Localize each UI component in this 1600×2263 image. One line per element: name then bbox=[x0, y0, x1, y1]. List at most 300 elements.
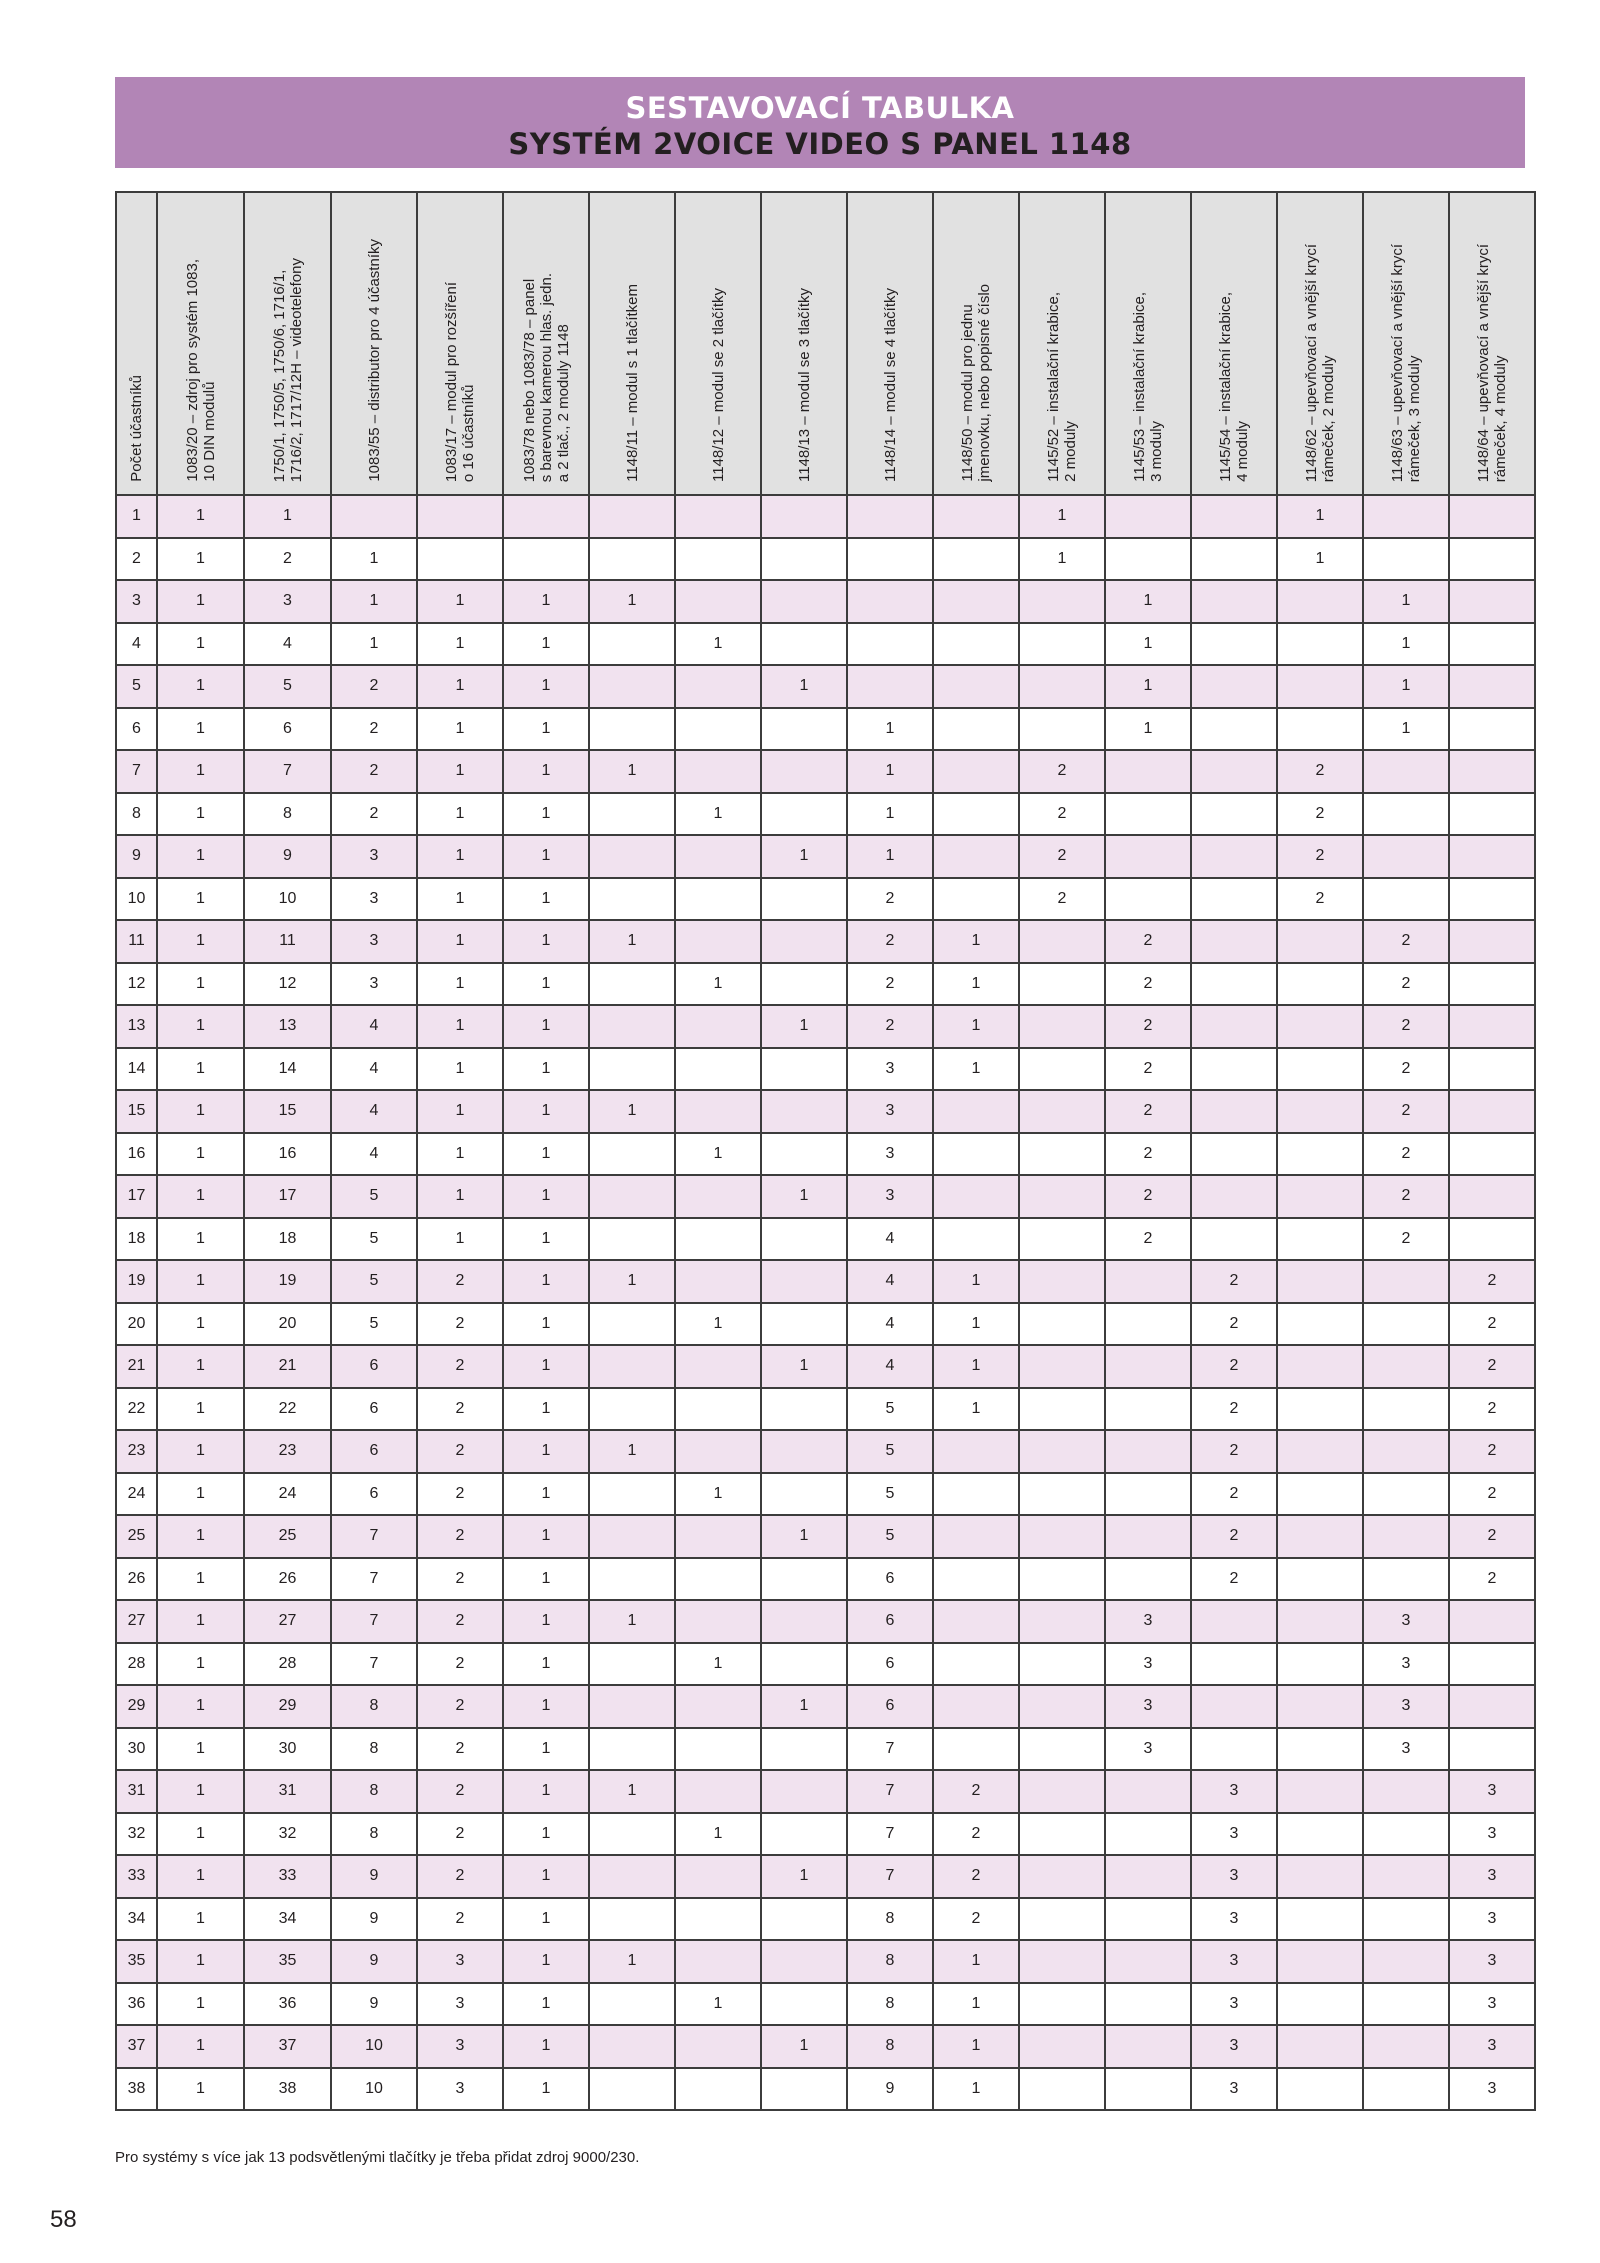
table-cell bbox=[1105, 2025, 1191, 2068]
table-cell bbox=[1277, 1175, 1363, 1218]
table-cell: 7 bbox=[847, 1770, 933, 1813]
table-cell bbox=[1105, 1813, 1191, 1856]
table-cell: 28 bbox=[244, 1643, 331, 1686]
table-cell: 1 bbox=[417, 1133, 503, 1176]
table-cell bbox=[1191, 1175, 1277, 1218]
table-cell bbox=[1277, 1473, 1363, 1516]
table-cell: 2 bbox=[1363, 1090, 1449, 1133]
table-cell: 33 bbox=[244, 1855, 331, 1898]
table-cell: 4 bbox=[331, 1090, 417, 1133]
column-header bbox=[761, 192, 847, 495]
column-header-label: 1750/1, 1750/5, 1750/6, 1716/1, 1716/2, 1717/12H – videotelefony bbox=[270, 257, 305, 482]
column-header bbox=[1105, 192, 1191, 495]
table-cell: 1 bbox=[157, 1983, 244, 2026]
table-cell: 1 bbox=[675, 1303, 761, 1346]
table-cell: 9 bbox=[116, 835, 157, 878]
table-cell bbox=[1277, 1898, 1363, 1941]
table-cell: 1 bbox=[417, 623, 503, 666]
table-cell bbox=[1105, 835, 1191, 878]
table-cell bbox=[1019, 1303, 1105, 1346]
table-cell: 1 bbox=[157, 1515, 244, 1558]
table-cell: 1 bbox=[157, 1643, 244, 1686]
table-cell bbox=[1449, 920, 1535, 963]
table-cell: 2 bbox=[1191, 1303, 1277, 1346]
table-cell bbox=[589, 708, 675, 751]
table-cell: 2 bbox=[417, 1345, 503, 1388]
table-cell: 3 bbox=[417, 2025, 503, 2068]
table-cell bbox=[933, 750, 1019, 793]
table-cell: 2 bbox=[1191, 1260, 1277, 1303]
table-cell bbox=[675, 835, 761, 878]
table-cell: 2 bbox=[1449, 1430, 1535, 1473]
table-cell: 2 bbox=[1363, 1048, 1449, 1091]
table-cell: 4 bbox=[847, 1345, 933, 1388]
table-cell bbox=[1277, 1345, 1363, 1388]
table-cell: 37 bbox=[116, 2025, 157, 2068]
column-header bbox=[1363, 192, 1449, 495]
table-cell bbox=[761, 1770, 847, 1813]
table-cell bbox=[1019, 1728, 1105, 1771]
table-cell bbox=[675, 1855, 761, 1898]
table-cell bbox=[933, 1473, 1019, 1516]
table-cell bbox=[1019, 920, 1105, 963]
table-cell bbox=[1191, 1728, 1277, 1771]
table-cell bbox=[675, 1770, 761, 1813]
table-cell bbox=[1449, 1643, 1535, 1686]
table-cell bbox=[675, 1048, 761, 1091]
table-cell bbox=[1191, 793, 1277, 836]
table-cell bbox=[675, 1005, 761, 1048]
table-cell bbox=[1277, 580, 1363, 623]
table-cell: 2 bbox=[1363, 1218, 1449, 1261]
table-row bbox=[116, 1898, 1535, 1941]
table-row bbox=[116, 1430, 1535, 1473]
table-cell bbox=[589, 1388, 675, 1431]
table-cell: 1 bbox=[157, 1388, 244, 1431]
table-cell bbox=[589, 2068, 675, 2111]
column-header bbox=[244, 192, 331, 495]
table-cell bbox=[675, 2025, 761, 2068]
table-cell: 1 bbox=[761, 665, 847, 708]
table-cell: 3 bbox=[244, 580, 331, 623]
table-cell bbox=[1019, 1430, 1105, 1473]
table-cell: 2 bbox=[417, 1685, 503, 1728]
table-cell: 1 bbox=[157, 750, 244, 793]
table-cell: 6 bbox=[244, 708, 331, 751]
table-cell bbox=[1019, 1940, 1105, 1983]
table-cell: 1 bbox=[503, 1175, 589, 1218]
table-cell: 3 bbox=[1449, 1940, 1535, 1983]
table-cell: 3 bbox=[1105, 1600, 1191, 1643]
table-cell bbox=[1191, 1090, 1277, 1133]
table-cell bbox=[1277, 708, 1363, 751]
table-cell: 2 bbox=[417, 1515, 503, 1558]
table-cell: 13 bbox=[116, 1005, 157, 1048]
table-row bbox=[116, 580, 1535, 623]
table-cell: 1 bbox=[503, 1430, 589, 1473]
table-cell: 2 bbox=[116, 538, 157, 581]
table-cell bbox=[675, 1388, 761, 1431]
table-cell bbox=[675, 1430, 761, 1473]
table-cell: 2 bbox=[1363, 1005, 1449, 1048]
table-cell: 3 bbox=[1363, 1728, 1449, 1771]
table-cell bbox=[1277, 1643, 1363, 1686]
table-cell bbox=[1105, 1515, 1191, 1558]
table-cell bbox=[675, 1345, 761, 1388]
table-cell: 3 bbox=[1449, 1770, 1535, 1813]
table-cell bbox=[761, 1218, 847, 1261]
table-cell bbox=[933, 580, 1019, 623]
table-cell: 5 bbox=[244, 665, 331, 708]
table-cell bbox=[1105, 1303, 1191, 1346]
table-cell bbox=[503, 495, 589, 538]
table-cell: 1 bbox=[933, 1345, 1019, 1388]
table-cell: 2 bbox=[847, 963, 933, 1006]
table-cell bbox=[675, 1728, 761, 1771]
column-header-label: 1145/52 – instalační krabice, 2 moduly bbox=[1045, 292, 1079, 482]
table-cell bbox=[933, 708, 1019, 751]
table-cell: 1 bbox=[503, 1855, 589, 1898]
table-cell bbox=[1363, 2025, 1449, 2068]
table-cell bbox=[1363, 835, 1449, 878]
table-cell bbox=[1277, 1983, 1363, 2026]
table-cell: 1 bbox=[589, 1770, 675, 1813]
column-header bbox=[1191, 192, 1277, 495]
table-cell: 12 bbox=[116, 963, 157, 1006]
table-cell: 38 bbox=[244, 2068, 331, 2111]
table-cell bbox=[1277, 1218, 1363, 1261]
table-cell: 2 bbox=[331, 665, 417, 708]
column-header-label: 1145/54 – instalační krabice, 4 moduly bbox=[1217, 292, 1251, 482]
table-cell bbox=[933, 1558, 1019, 1601]
table-cell bbox=[1191, 835, 1277, 878]
table-cell: 1 bbox=[675, 1133, 761, 1176]
table-cell: 2 bbox=[1105, 1175, 1191, 1218]
table-cell: 27 bbox=[116, 1600, 157, 1643]
table-cell bbox=[675, 1558, 761, 1601]
table-cell: 2 bbox=[1363, 920, 1449, 963]
table-cell: 1 bbox=[503, 580, 589, 623]
table-cell: 1 bbox=[503, 1218, 589, 1261]
table-cell: 1 bbox=[1277, 495, 1363, 538]
table-cell bbox=[933, 538, 1019, 581]
table-cell: 21 bbox=[244, 1345, 331, 1388]
table-row bbox=[116, 623, 1535, 666]
table-cell: 2 bbox=[417, 1430, 503, 1473]
table-cell bbox=[761, 878, 847, 921]
table-cell: 2 bbox=[1363, 963, 1449, 1006]
table-cell: 1 bbox=[847, 708, 933, 751]
table-cell bbox=[1019, 1005, 1105, 1048]
table-cell: 7 bbox=[331, 1515, 417, 1558]
table-cell bbox=[1363, 1473, 1449, 1516]
table-cell bbox=[1019, 1685, 1105, 1728]
table-cell bbox=[761, 1473, 847, 1516]
table-cell bbox=[589, 1048, 675, 1091]
table-cell: 1 bbox=[675, 1643, 761, 1686]
table-cell bbox=[847, 623, 933, 666]
column-header-label: Počet účastníků bbox=[128, 375, 145, 482]
table-cell bbox=[847, 495, 933, 538]
table-cell: 2 bbox=[1191, 1473, 1277, 1516]
table-cell: 2 bbox=[417, 1558, 503, 1601]
table-cell bbox=[1449, 495, 1535, 538]
table-cell bbox=[761, 1303, 847, 1346]
table-cell: 1 bbox=[157, 1855, 244, 1898]
table-cell bbox=[675, 1940, 761, 1983]
table-cell bbox=[675, 1600, 761, 1643]
table-row bbox=[116, 1728, 1535, 1771]
table-cell bbox=[1105, 495, 1191, 538]
table-cell bbox=[1449, 1728, 1535, 1771]
table-cell: 24 bbox=[116, 1473, 157, 1516]
table-cell: 1 bbox=[761, 2025, 847, 2068]
table-cell: 3 bbox=[1363, 1643, 1449, 1686]
column-header bbox=[331, 192, 417, 495]
table-cell: 3 bbox=[417, 1983, 503, 2026]
table-cell: 5 bbox=[116, 665, 157, 708]
table-cell: 2 bbox=[331, 750, 417, 793]
column-header-label: 1148/13 – modul se 3 tlačítky bbox=[795, 287, 813, 482]
table-cell: 1 bbox=[157, 538, 244, 581]
column-header bbox=[503, 192, 589, 495]
table-cell bbox=[1019, 1813, 1105, 1856]
table-cell bbox=[1019, 1473, 1105, 1516]
table-cell: 26 bbox=[116, 1558, 157, 1601]
table-cell bbox=[589, 963, 675, 1006]
table-cell: 2 bbox=[1449, 1473, 1535, 1516]
table-cell: 4 bbox=[847, 1303, 933, 1346]
table-cell: 20 bbox=[116, 1303, 157, 1346]
table-cell: 1 bbox=[503, 1090, 589, 1133]
table-cell: 1 bbox=[589, 750, 675, 793]
table-cell bbox=[761, 963, 847, 1006]
table-cell: 3 bbox=[417, 1940, 503, 1983]
table-cell bbox=[1363, 538, 1449, 581]
table-cell: 1 bbox=[1105, 708, 1191, 751]
table-cell bbox=[1363, 1813, 1449, 1856]
table-cell: 9 bbox=[331, 1983, 417, 2026]
table-cell bbox=[1105, 793, 1191, 836]
table-cell bbox=[1105, 1473, 1191, 1516]
table-cell bbox=[1019, 580, 1105, 623]
table-cell: 7 bbox=[331, 1558, 417, 1601]
column-header-label: 1148/62 – upevňovací a vnější krycí rámeček, 2 moduly bbox=[1303, 243, 1337, 482]
table-cell: 34 bbox=[116, 1898, 157, 1941]
table-cell: 19 bbox=[244, 1260, 331, 1303]
table-cell bbox=[761, 1813, 847, 1856]
table-cell: 1 bbox=[933, 1048, 1019, 1091]
table-cell bbox=[589, 623, 675, 666]
table-cell: 6 bbox=[331, 1388, 417, 1431]
table-cell bbox=[761, 1898, 847, 1941]
table-cell bbox=[1449, 835, 1535, 878]
table-cell: 3 bbox=[1449, 2025, 1535, 2068]
table-cell bbox=[1449, 708, 1535, 751]
table-cell: 1 bbox=[1019, 495, 1105, 538]
table-cell bbox=[1191, 963, 1277, 1006]
table-cell: 6 bbox=[847, 1558, 933, 1601]
table-cell: 7 bbox=[847, 1728, 933, 1771]
table-cell: 32 bbox=[116, 1813, 157, 1856]
table-cell: 1 bbox=[847, 793, 933, 836]
table-row bbox=[116, 1940, 1535, 1983]
table-cell: 5 bbox=[847, 1430, 933, 1473]
table-cell: 21 bbox=[116, 1345, 157, 1388]
table-cell bbox=[933, 1600, 1019, 1643]
table-cell bbox=[1191, 495, 1277, 538]
table-cell bbox=[933, 793, 1019, 836]
table-cell bbox=[1191, 878, 1277, 921]
table-cell: 1 bbox=[933, 1005, 1019, 1048]
table-cell: 1 bbox=[157, 1940, 244, 1983]
table-cell bbox=[1019, 1770, 1105, 1813]
table-cell bbox=[1449, 1600, 1535, 1643]
table-row bbox=[116, 1600, 1535, 1643]
table-cell: 1 bbox=[503, 1473, 589, 1516]
table-cell: 6 bbox=[116, 708, 157, 751]
table-cell bbox=[1363, 1345, 1449, 1388]
table-cell: 1 bbox=[933, 963, 1019, 1006]
table-cell bbox=[589, 1175, 675, 1218]
table-cell: 6 bbox=[847, 1685, 933, 1728]
table-cell bbox=[933, 1685, 1019, 1728]
table-cell bbox=[1019, 665, 1105, 708]
table-cell: 4 bbox=[244, 623, 331, 666]
table-cell: 1 bbox=[116, 495, 157, 538]
table-cell bbox=[675, 538, 761, 581]
table-cell bbox=[331, 495, 417, 538]
table-cell: 2 bbox=[1449, 1260, 1535, 1303]
table-cell bbox=[933, 623, 1019, 666]
table-cell bbox=[1019, 1175, 1105, 1218]
table-cell: 36 bbox=[244, 1983, 331, 2026]
table-cell: 1 bbox=[761, 1175, 847, 1218]
table-cell bbox=[1019, 1218, 1105, 1261]
table-cell bbox=[1105, 1940, 1191, 1983]
table-cell: 7 bbox=[331, 1600, 417, 1643]
table-cell: 4 bbox=[331, 1133, 417, 1176]
table-cell bbox=[847, 665, 933, 708]
table-cell: 3 bbox=[1191, 1770, 1277, 1813]
table-cell bbox=[1019, 1388, 1105, 1431]
table-cell: 2 bbox=[847, 920, 933, 963]
table-cell: 6 bbox=[331, 1345, 417, 1388]
table-cell bbox=[1191, 708, 1277, 751]
table-cell: 28 bbox=[116, 1643, 157, 1686]
table-cell: 1 bbox=[503, 1813, 589, 1856]
table-cell: 1 bbox=[503, 920, 589, 963]
table-cell: 3 bbox=[1191, 1813, 1277, 1856]
table-row bbox=[116, 1855, 1535, 1898]
table-cell bbox=[1277, 1558, 1363, 1601]
table-cell: 25 bbox=[116, 1515, 157, 1558]
table-cell bbox=[1277, 623, 1363, 666]
table-cell: 1 bbox=[157, 1430, 244, 1473]
column-header-label: 1083/20 – zdroj pro systém 1083, 10 DIN modulů bbox=[183, 259, 218, 482]
table-cell: 8 bbox=[331, 1770, 417, 1813]
table-cell: 1 bbox=[417, 750, 503, 793]
column-header bbox=[116, 192, 157, 495]
table-cell: 2 bbox=[417, 1728, 503, 1771]
table-cell bbox=[589, 1345, 675, 1388]
table-row bbox=[116, 1515, 1535, 1558]
table-cell: 2 bbox=[1191, 1430, 1277, 1473]
column-header-label: 1148/50 – modul pro jednu jmenovku, nebo popisné číslo bbox=[959, 284, 993, 482]
table-cell bbox=[1191, 1600, 1277, 1643]
table-cell bbox=[1277, 1685, 1363, 1728]
column-header bbox=[417, 192, 503, 495]
table-cell: 2 bbox=[1449, 1388, 1535, 1431]
table-cell: 1 bbox=[157, 1303, 244, 1346]
table-cell: 24 bbox=[244, 1473, 331, 1516]
table-cell: 1 bbox=[1277, 538, 1363, 581]
table-cell: 2 bbox=[1363, 1133, 1449, 1176]
table-cell: 2 bbox=[417, 1600, 503, 1643]
table-cell: 1 bbox=[1105, 580, 1191, 623]
table-cell bbox=[1019, 2068, 1105, 2111]
table-cell bbox=[675, 750, 761, 793]
table-cell bbox=[675, 920, 761, 963]
table-cell bbox=[1019, 1600, 1105, 1643]
table-cell: 12 bbox=[244, 963, 331, 1006]
table-cell: 1 bbox=[503, 1898, 589, 1941]
table-cell: 2 bbox=[1191, 1345, 1277, 1388]
table-cell bbox=[1363, 750, 1449, 793]
table-cell: 3 bbox=[847, 1048, 933, 1091]
table-cell: 1 bbox=[503, 1345, 589, 1388]
table-cell: 4 bbox=[847, 1260, 933, 1303]
table-cell bbox=[589, 1685, 675, 1728]
column-header bbox=[933, 192, 1019, 495]
table-cell: 3 bbox=[116, 580, 157, 623]
table-cell: 3 bbox=[1363, 1600, 1449, 1643]
table-cell: 8 bbox=[847, 1898, 933, 1941]
table-cell bbox=[933, 495, 1019, 538]
table-cell: 2 bbox=[417, 1260, 503, 1303]
table-cell: 1 bbox=[1363, 623, 1449, 666]
column-header-label: 1148/64 – upevňovací a vnější krycí rámeček, 4 moduly bbox=[1475, 243, 1509, 482]
table-cell bbox=[1019, 1898, 1105, 1941]
table-cell bbox=[1105, 1898, 1191, 1941]
table-cell: 1 bbox=[675, 1813, 761, 1856]
table-cell: 1 bbox=[503, 1685, 589, 1728]
table-row bbox=[116, 1345, 1535, 1388]
table-cell: 2 bbox=[1277, 750, 1363, 793]
table-cell: 1 bbox=[503, 1558, 589, 1601]
table-cell: 10 bbox=[331, 2025, 417, 2068]
table-cell: 6 bbox=[847, 1643, 933, 1686]
table-cell: 33 bbox=[116, 1855, 157, 1898]
table-cell bbox=[1105, 750, 1191, 793]
table-cell bbox=[589, 835, 675, 878]
table-cell: 3 bbox=[1191, 1855, 1277, 1898]
table-cell: 8 bbox=[847, 1983, 933, 2026]
table-cell: 1 bbox=[331, 580, 417, 623]
table-cell: 2 bbox=[1191, 1558, 1277, 1601]
table-cell bbox=[761, 1643, 847, 1686]
table-cell: 20 bbox=[244, 1303, 331, 1346]
table-cell: 8 bbox=[244, 793, 331, 836]
table-cell: 11 bbox=[244, 920, 331, 963]
table-cell: 6 bbox=[331, 1473, 417, 1516]
table-cell: 7 bbox=[331, 1643, 417, 1686]
table-cell bbox=[1363, 793, 1449, 836]
table-cell: 1 bbox=[157, 1558, 244, 1601]
table-cell: 1 bbox=[157, 1770, 244, 1813]
table-cell: 1 bbox=[503, 1600, 589, 1643]
table-row bbox=[116, 878, 1535, 921]
